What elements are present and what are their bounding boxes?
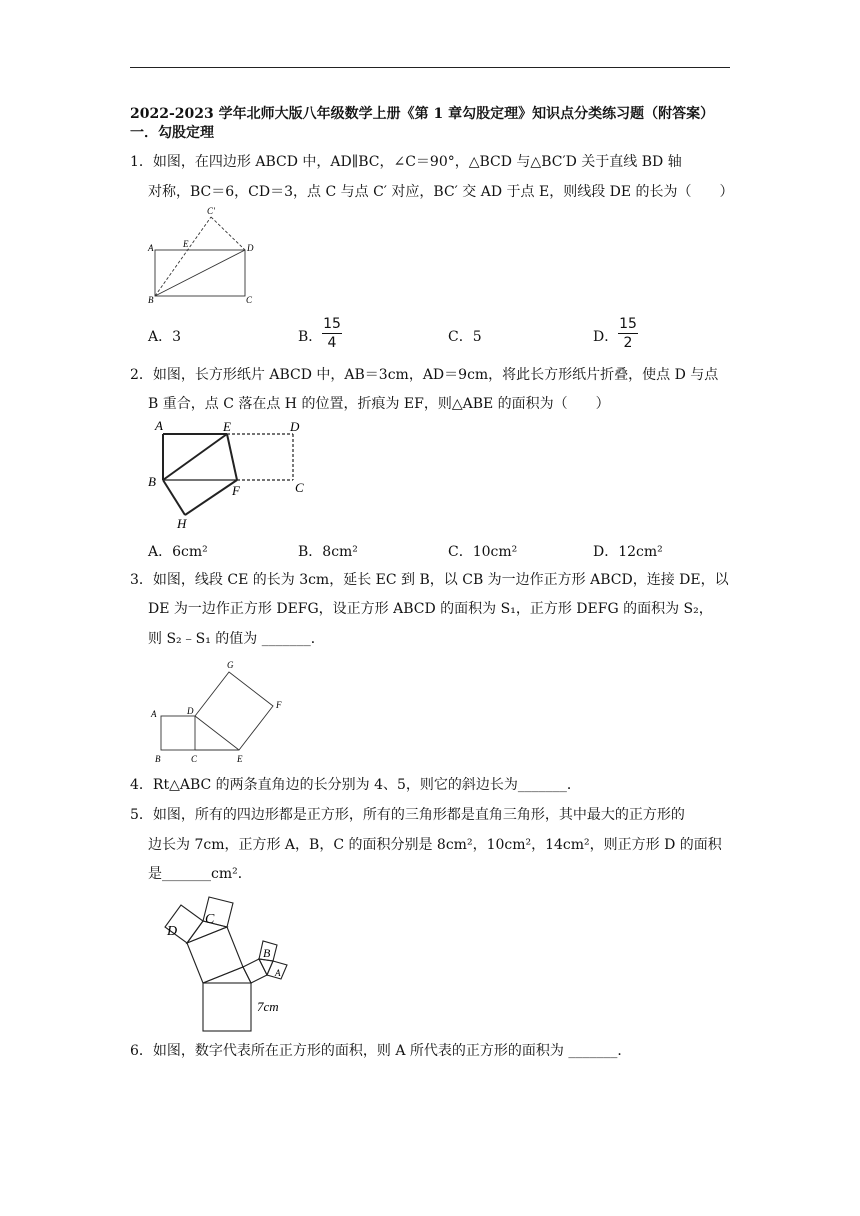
section-heading: 一．勾股定理 [130, 125, 214, 141]
header-rule [130, 67, 730, 68]
q3-square-abcd [161, 716, 195, 750]
q3-line2: DE 为一边作正方形 DEFG，设正方形 ABCD 的面积为 S₁，正方形 DEFG 的面积为 S₂， [148, 601, 713, 617]
q2-line-ef [227, 434, 237, 480]
q2-label-h: H [177, 516, 187, 531]
q1-diag-bd [155, 250, 245, 296]
q2-line2: B 重合，点 C 落在点 H 的位置，折痕为 EF，则△ABE 的面积为（ ） [148, 396, 610, 412]
q5-square-left [187, 927, 243, 983]
q5-line3: 是_______cm²． [148, 866, 252, 882]
q3-label-b: B [155, 754, 161, 764]
q2-line-be [163, 434, 227, 480]
q5-label-d: D [167, 924, 178, 939]
q2-line-bh [163, 480, 185, 515]
q2-option-b[interactable]: B．8cm² [298, 544, 358, 560]
q1-option-a[interactable]: A．3 [148, 329, 182, 345]
q1-option-d-den: 2 [623, 335, 633, 351]
q1-figure [145, 205, 270, 310]
q1-line-c1d [211, 217, 245, 250]
q3-label-c: C [191, 754, 198, 764]
q2-label-f: F [232, 483, 240, 498]
q1-line1: 1．如图，在四边形 ABCD 中，AD∥BC，∠C＝90°，△BCD 与△BC′D 关于直线 BD 轴 [130, 154, 682, 170]
doc-title: 2022-2023 学年北师大版八年级数学上册《第 1 章勾股定理》知识点分类练习题（附答案） [130, 106, 715, 122]
q1-label-e: E [183, 239, 189, 249]
q2-figure [145, 418, 315, 533]
q6-line1: 6．如图，数字代表所在正方形的面积，则 A 所代表的正方形的面积为 _______． [130, 1043, 632, 1059]
q2-label-c: C [295, 480, 304, 495]
q5-figure [145, 895, 310, 1035]
q3-label-g: G [227, 660, 234, 670]
q2-label-b: B [148, 474, 156, 489]
q1-label-a: A [148, 243, 154, 253]
q5-label-a: A [275, 968, 281, 978]
q2-label-d: D [290, 419, 300, 434]
q5-label-b: B [263, 946, 271, 960]
q1-label-c1: C′ [207, 206, 215, 216]
q5-square-right [243, 959, 267, 983]
q1-option-b-num: 15 [323, 316, 341, 332]
q1-line-bc1 [155, 217, 211, 296]
q1-option-c[interactable]: C．5 [448, 329, 482, 345]
q3-label-e: E [237, 754, 243, 764]
q3-line3: 则 S₂﹣S₁ 的值为 _______． [148, 631, 325, 647]
q3-figure [145, 655, 295, 767]
q2-option-a[interactable]: A．6cm² [148, 544, 208, 560]
q5-label-7cm: 7cm [257, 999, 279, 1014]
q1-line2: 对称，BC＝6，CD＝3，点 C 与点 C′ 对应，BC′ 交 AD 于点 E，则线段 DE 的长为（ ） [148, 184, 734, 200]
q3-label-a: A [151, 709, 157, 719]
q2-line1: 2．如图，长方形纸片 ABCD 中，AB＝3cm，AD＝9cm，将此长方形纸片折叠，使点 D 与点 [130, 367, 719, 383]
q2-label-a: A [155, 418, 163, 433]
q1-option-d-fraction [618, 316, 638, 351]
q2-option-d[interactable]: D．12cm² [593, 544, 663, 560]
q1-option-d-num: 15 [619, 316, 637, 332]
q1-label-b: B [148, 295, 154, 305]
q2-option-c[interactable]: C．10cm² [448, 544, 518, 560]
q5-line1: 5．如图，所有的四边形都是正方形，所有的三角形都是直角三角形，其中最大的正方形的 [130, 807, 685, 823]
q3-label-d: D [187, 706, 194, 716]
q5-label-c: C [205, 912, 215, 927]
q2-line-hf [185, 480, 237, 515]
q1-option-b-fraction [322, 316, 342, 351]
q1-option-d-label[interactable]: D． [593, 329, 619, 345]
q4-line1: 4．Rt△ABC 的两条直角边的长分别为 4、5，则它的斜边长为_______． [130, 777, 581, 793]
q1-label-d: D [247, 243, 254, 253]
q5-line2: 边长为 7cm，正方形 A，B，C 的面积分别是 8cm²，10cm²，14cm²，则正方形 D 的面积 [148, 837, 722, 853]
q1-option-b-den: 4 [327, 335, 337, 351]
q1-option-b-label[interactable]: B． [298, 329, 323, 345]
q3-square-defg [195, 672, 273, 750]
q2-label-e: E [223, 419, 231, 434]
q3-line1: 3．如图，线段 CE 的长为 3cm，延长 EC 到 B，以 CB 为一边作正方形 ABCD，连接 DE，以 [130, 572, 729, 588]
q1-label-c: C [246, 295, 253, 305]
q3-label-f: F [276, 700, 282, 710]
q5-largest-square [203, 983, 251, 1031]
